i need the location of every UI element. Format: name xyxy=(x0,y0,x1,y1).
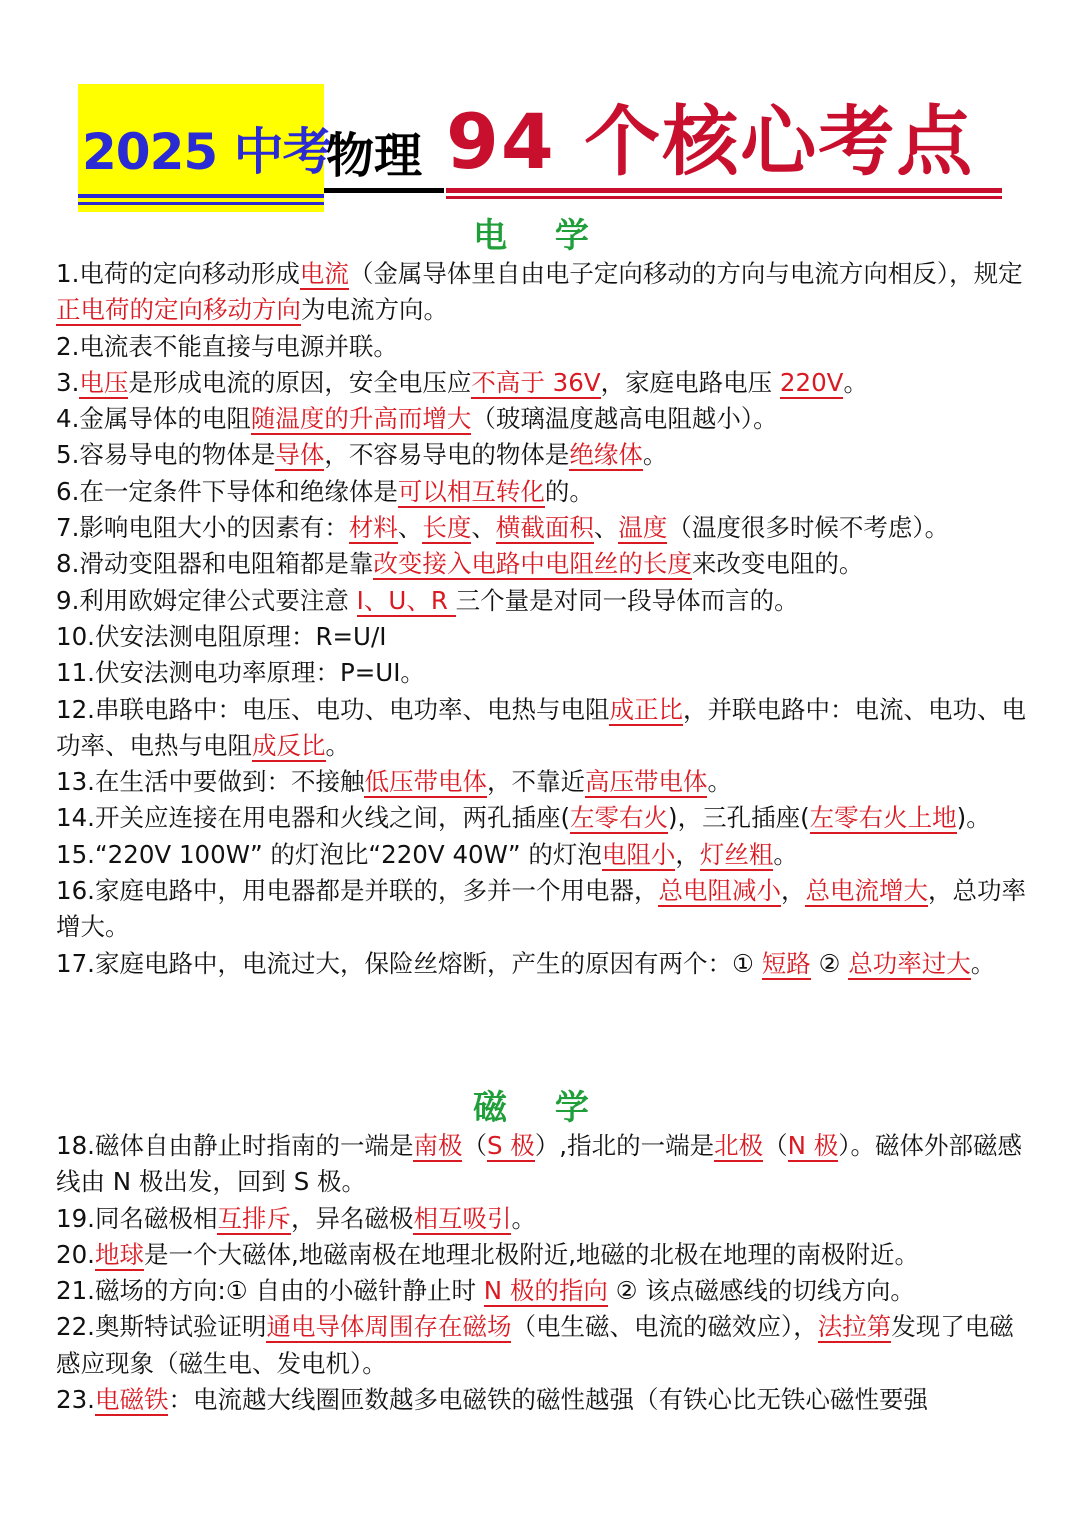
keyword: 高压带电体 xyxy=(584,767,708,797)
list-item: 6.在一定条件下导体和绝缘体是可以相互转化的。 xyxy=(56,476,594,506)
list-item: 15.“220V 100W” 的灯泡比“220V 40W” 的灯泡电阻小，灯丝粗。 xyxy=(56,839,798,869)
keyword: 左零右火上地 xyxy=(809,803,957,833)
list-item: 7.影响电阻大小的因素有：材料、长度、横截面积、温度（温度很多时候不考虑）。 xyxy=(56,513,950,543)
list-item: 14.开关应连接在用电器和火线之间，两孔插座(左零右火)，三孔插座(左零右火上地)。 xyxy=(56,803,991,833)
keyword: 电阻小 xyxy=(601,839,676,869)
keyword: I、U、R xyxy=(356,585,456,615)
keyword: 成正比 xyxy=(609,694,683,724)
keyword: 220V xyxy=(779,367,844,397)
keyword: 相互吸引 xyxy=(413,1203,512,1233)
list-item: 18.磁体自由静止时指南的一端是南极（S 极）,指北的一端是北极（N 极）。磁体外部磁感线由 N 极出发，回到 S 极。 xyxy=(56,1131,1022,1197)
keyword: 正电荷的定向移动方向 xyxy=(56,295,301,325)
keyword: 低压带电体 xyxy=(364,767,487,797)
keyword: 通电导体周围存在磁场 xyxy=(266,1312,512,1342)
keyword: 成反比 xyxy=(252,730,326,760)
keyword: 南极 xyxy=(413,1131,463,1160)
list-item: 12.串联电路中：电压、电功、电功率、电热与电阻成正比，并联电路中：电流、电功、电功率、电热与电阻成反比。 xyxy=(56,694,1026,760)
keyword: 左零右火 xyxy=(570,803,669,833)
list-item: 16.家庭电路中，用电器都是并联的，多并一个用电器，总电阻减小，总电流增大，总功率增大。 xyxy=(56,876,1026,942)
keyword: 短路 xyxy=(761,948,811,978)
keyword: 不高于 36V xyxy=(471,367,601,397)
header-underline-red-thin xyxy=(446,196,1002,199)
keyword: S 极 xyxy=(486,1131,535,1160)
keyword: 绝缘体 xyxy=(569,440,643,470)
keyword: 总电阻减小 xyxy=(658,876,781,906)
list-item: 10.伏安法测电阻原理：R=U/I xyxy=(56,621,387,651)
keyword: 总功率过大 xyxy=(848,948,971,978)
list-item: 19.同名磁极相互排斥，异名磁极相互吸引。 xyxy=(56,1203,536,1233)
magnetism-items xyxy=(56,1128,1026,1418)
keyword: 地球 xyxy=(94,1239,144,1269)
subject-label: 物理 xyxy=(326,128,423,184)
section-title-magnetism: 磁 学 xyxy=(473,1088,607,1128)
keyword: 电磁铁 xyxy=(94,1385,169,1415)
page-title: 94 个核心考点 xyxy=(446,97,975,186)
keyword: 随温度的升高而增大 xyxy=(250,404,472,434)
keyword: 材料 xyxy=(348,513,398,543)
list-item: 2.电流表不能直接与电源并联。 xyxy=(56,331,398,361)
list-item: 23.电磁铁：电流越大线圈匝数越多电磁铁的磁性越强（有铁心比无铁心磁性要强 xyxy=(56,1385,928,1415)
keyword: 改变接入电路中电阻丝的长度 xyxy=(373,549,692,579)
keyword: 长度 xyxy=(422,513,472,543)
keyword: 横截面积 xyxy=(495,513,594,543)
list-item: 17.家庭电路中，电流过大，保险丝熔断，产生的原因有两个：① 短路 ② 总功率过大。 xyxy=(56,948,996,978)
list-item: 4.金属导体的电阻随温度的升高而增大（玻璃温度越高电阻越小）。 xyxy=(56,404,778,434)
section-title-electricity: 电 学 xyxy=(473,216,607,256)
keyword: 可以相互转化 xyxy=(397,476,545,506)
list-item: 22.奥斯特试验证明通电导体周围存在磁场（电生磁、电流的磁效应），法拉第发现了电磁感应现象（磁生电、发电机）。 xyxy=(56,1312,1014,1378)
keyword: 电压 xyxy=(79,367,129,397)
keyword: 灯丝粗 xyxy=(699,839,774,869)
list-item: 8.滑动变阻器和电阻箱都是靠改变接入电路中电阻丝的长度来改变电阻的。 xyxy=(56,549,864,579)
header-underline-black xyxy=(324,188,444,193)
list-item: 21.磁场的方向:① 自由的小磁针静止时 N 极的指向 ② 该点磁感线的切线方向。 xyxy=(56,1276,915,1306)
electricity-items xyxy=(56,256,1026,982)
header-underline-red xyxy=(446,188,1002,193)
list-item: 1.电荷的定向移动形成电流（金属导体里自由电子定向移动的方向与电流方向相反），规定正电荷的定向移动方向为电流方向。 xyxy=(56,259,1023,325)
keyword: 北极 xyxy=(714,1131,764,1160)
keyword: 法拉第 xyxy=(817,1312,892,1342)
keyword: 互排斥 xyxy=(217,1203,291,1233)
keyword: 温度 xyxy=(618,513,668,543)
keyword: 电流 xyxy=(299,259,349,288)
list-item: 5.容易导电的物体是导体，不容易导电的物体是绝缘体。 xyxy=(56,440,668,470)
header-underline-blue-thin xyxy=(78,202,324,205)
keyword: N 极的指向 xyxy=(483,1276,608,1306)
list-item: 11.伏安法测电功率原理：P=UI。 xyxy=(56,658,425,688)
header-underline-blue xyxy=(78,194,324,198)
header xyxy=(78,84,1003,212)
list-item: 9.利用欧姆定律公式要注意 I、U、R 三个量是对同一段导体而言的。 xyxy=(56,585,799,615)
keyword: 总电流增大 xyxy=(805,876,928,906)
list-item: 3.电压是形成电流的原因，安全电压应不高于 36V，家庭电路电压 220V。 xyxy=(56,367,868,397)
list-item: 13.在生活中要做到：不接触低压带电体，不靠近高压带电体。 xyxy=(56,767,732,797)
keyword: N 极 xyxy=(787,1131,839,1160)
list-item: 20.地球是一个大磁体,地磁南极在地理北极附近,地磁的北极在地理的南极附近。 xyxy=(56,1239,920,1269)
year-label: 2025 中考 xyxy=(82,123,332,181)
keyword: 导体 xyxy=(275,440,325,470)
